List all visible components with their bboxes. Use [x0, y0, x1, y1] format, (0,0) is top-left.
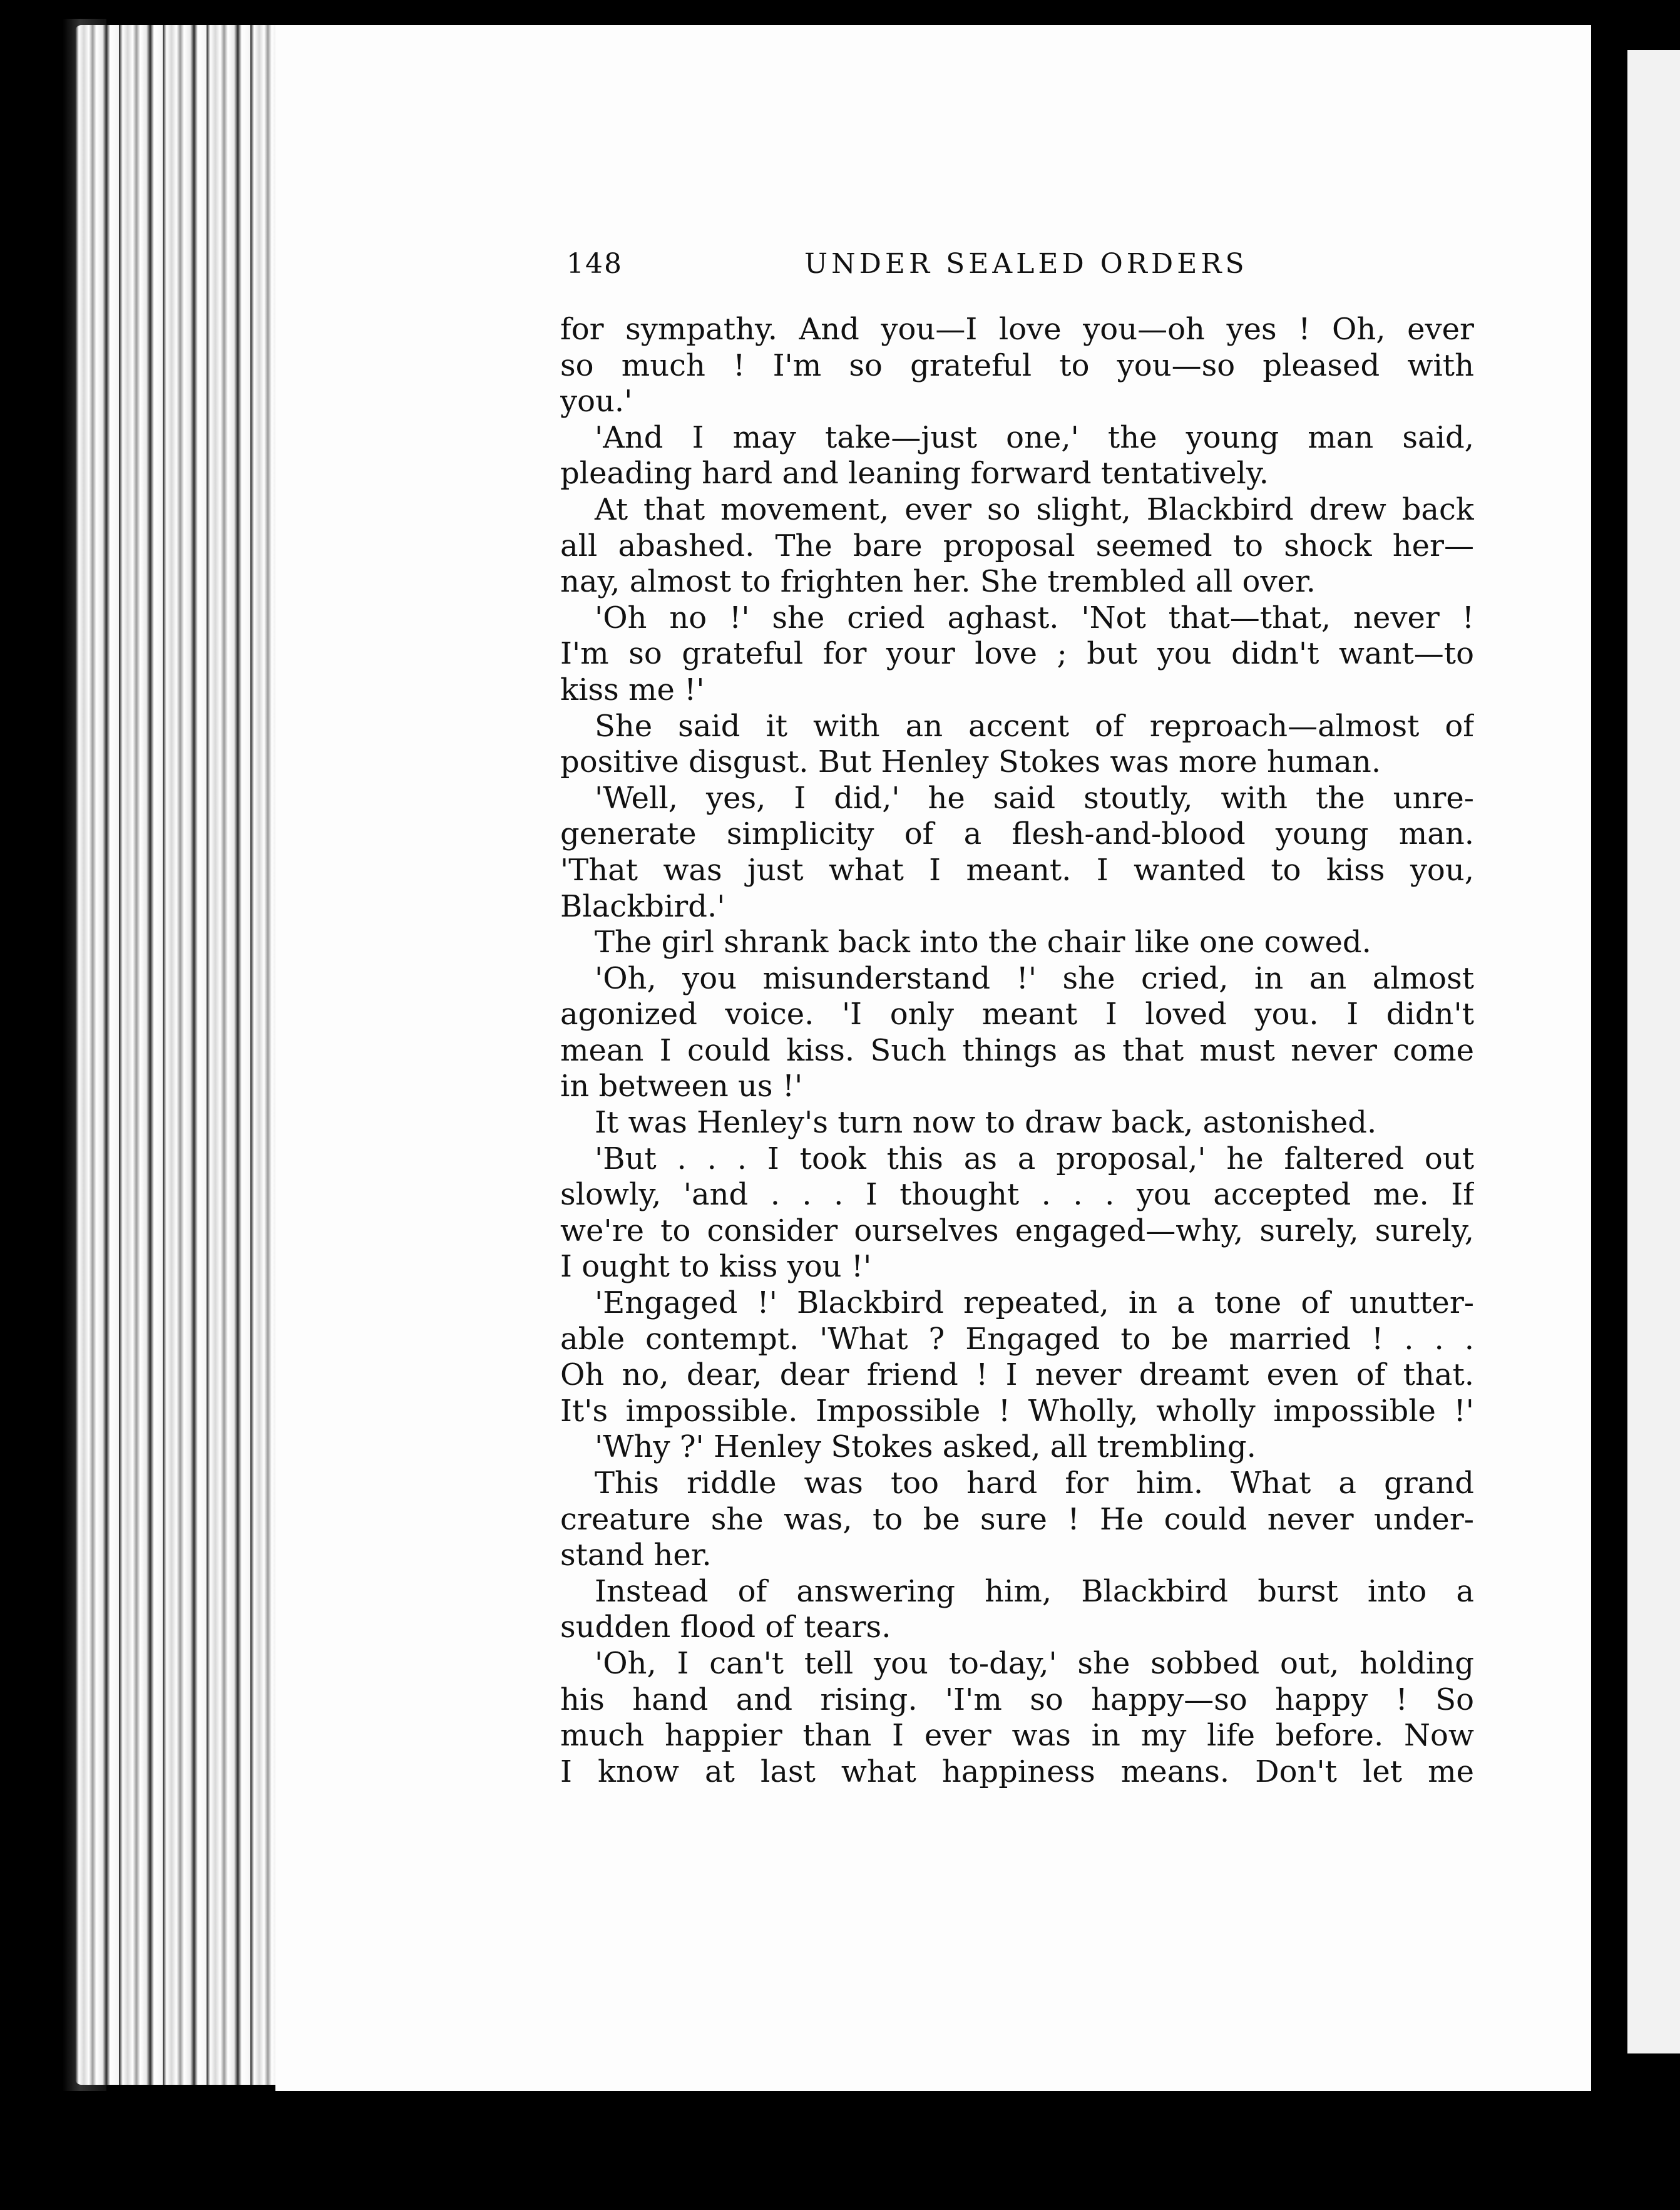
text-line: all abashed. The bare proposal seemed to shock her— — [560, 528, 1474, 563]
text-line: She said it with an accent of reproach—almost of — [595, 708, 1474, 744]
text-line: for sympathy. And you—I love you—oh yes ! Oh, ever — [560, 312, 1474, 347]
text-line: slowly, 'and . . . I thought . . . you accepted me. If — [560, 1177, 1474, 1213]
text-line: 'But . . . I took this as a proposal,' he faltered out — [595, 1141, 1474, 1176]
text-line: much happier than I ever was in my life before. Now — [560, 1718, 1474, 1754]
text-line: I'm so grateful for your love ; but you didn't want—to — [560, 636, 1474, 672]
text-line: creature she was, to be sure ! He could never under- — [560, 1501, 1474, 1537]
text-line: able contempt. 'What ? Engaged to be married ! . . . — [560, 1321, 1474, 1357]
text-line: 'And I may take—just one,' the young man said, — [595, 419, 1474, 455]
text-line: agonized voice. 'I only meant I loved you. I didn't — [560, 997, 1474, 1032]
text-line: I know at last what happiness means. Don't let me — [560, 1754, 1474, 1789]
text-line: It was Henley's turn now to draw back, astonished. — [595, 1105, 1377, 1141]
text-line: sudden flood of tears. — [560, 1610, 891, 1645]
text-line: 'Well, yes, I did,' he said stoutly, with the unre- — [595, 780, 1474, 816]
text-line: we're to consider ourselves engaged—why, surely, surely, — [560, 1213, 1474, 1248]
text-line: Oh no, dear, dear friend ! I never dreamt even of that. — [560, 1357, 1474, 1393]
text-line: 'That was just what I meant. I wanted to kiss you, — [560, 852, 1474, 888]
page-number: 148 — [566, 248, 623, 280]
text-line: generate simplicity of a flesh-and-blood young man. — [560, 816, 1474, 852]
text-line: 'Why ?' Henley Stokes asked, all trembling. — [595, 1429, 1256, 1465]
text-line: pleading hard and leaning forward tentatively. — [560, 456, 1269, 491]
text-line: so much ! I'm so grateful to you—so pleased with — [560, 347, 1474, 383]
body-text — [560, 312, 1474, 1790]
facing-page-edge — [1627, 50, 1680, 2053]
text-line: I ought to kiss you !' — [560, 1249, 872, 1285]
text-line: Instead of answering him, Blackbird burst into a — [595, 1573, 1474, 1609]
running-head: UNDER SEALED ORDERS — [804, 248, 1248, 280]
text-line: This riddle was too hard for him. What a grand — [595, 1466, 1474, 1501]
text-line: 'Oh, you misunderstand !' she cried, in an almost — [595, 960, 1474, 996]
text-line: positive disgust. But Henley Stokes was more human. — [560, 744, 1381, 780]
text-line: 'Engaged !' Blackbird repeated, in a tone of unutter- — [595, 1285, 1474, 1321]
text-line: kiss me !' — [560, 672, 705, 707]
page-edges — [75, 25, 282, 2085]
text-line: mean I could kiss. Such things as that must never come — [560, 1032, 1474, 1068]
text-line: nay, almost to frighten her. She trembled all over. — [560, 564, 1316, 600]
text-line: It's impossible. Impossible ! Wholly, wholly impossible !' — [560, 1393, 1474, 1429]
text-line: in between us !' — [560, 1069, 803, 1104]
text-line: you.' — [560, 384, 633, 419]
text-line: 'Oh no !' she cried aghast. 'Not that—that, never ! — [595, 600, 1474, 635]
page-header — [566, 248, 1249, 285]
text-line: stand her. — [560, 1538, 712, 1573]
text-line: 'Oh, I can't tell you to-day,' she sobbed out, holding — [595, 1645, 1474, 1681]
text-line: his hand and rising. 'I'm so happy—so happy ! So — [560, 1682, 1474, 1717]
text-line: The girl shrank back into the chair like one cowed. — [595, 925, 1371, 960]
text-line: At that movement, ever so slight, Blackbird drew back — [595, 491, 1474, 527]
text-line: Blackbird.' — [560, 888, 725, 924]
